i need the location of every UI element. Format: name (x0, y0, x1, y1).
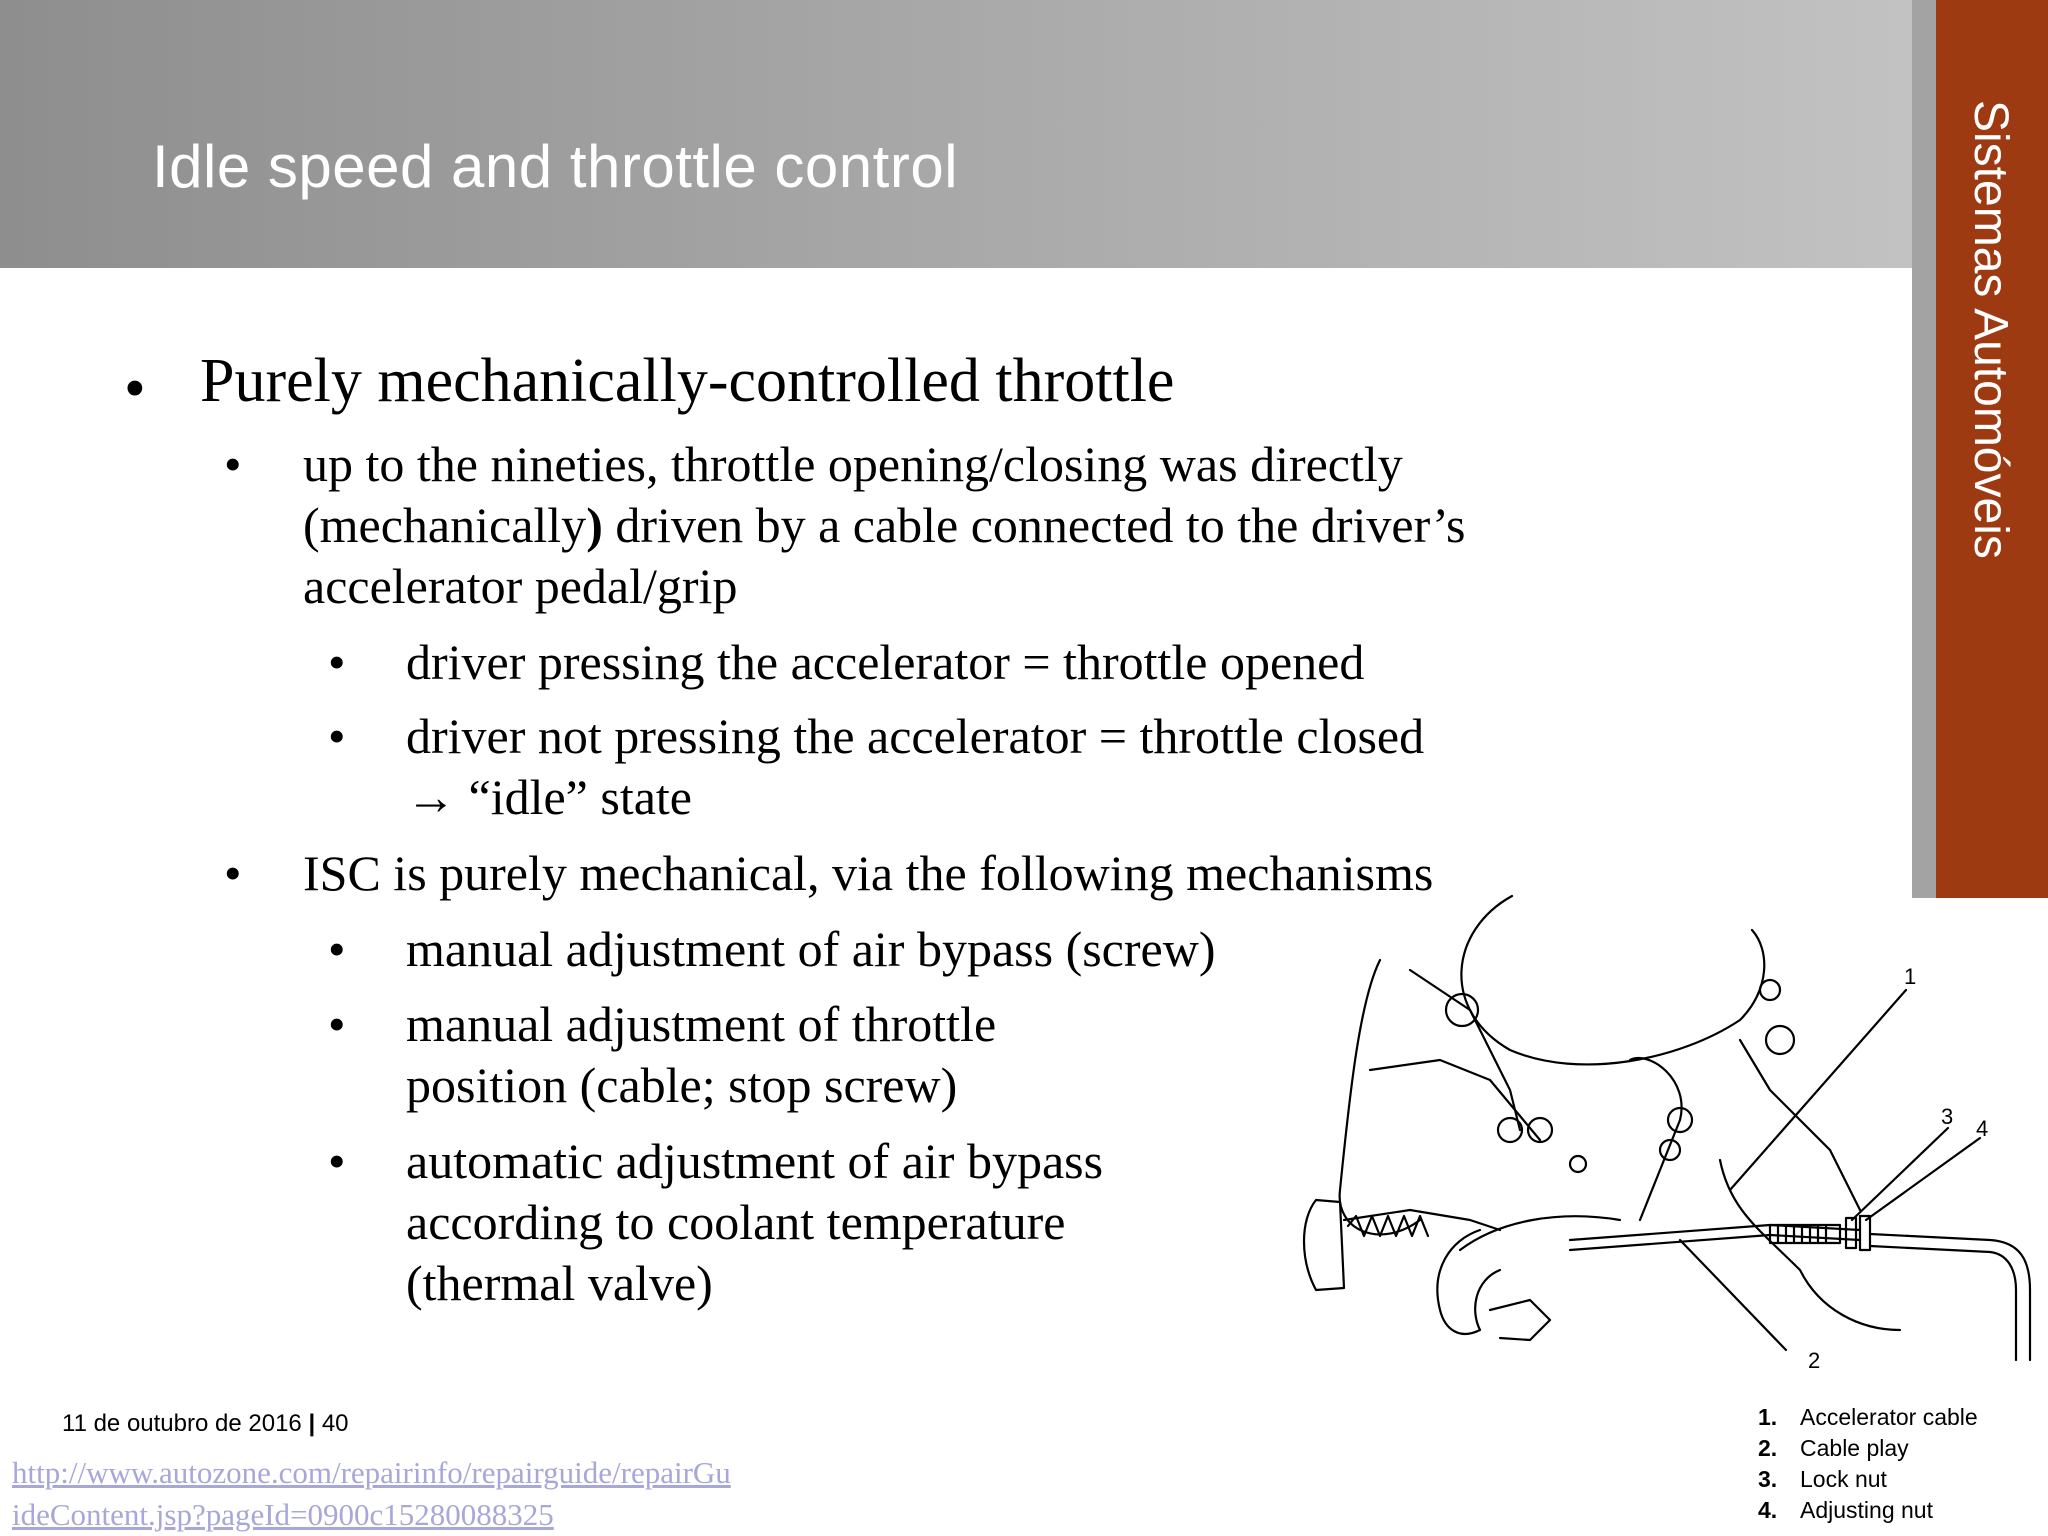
bullet-dot: • (124, 355, 146, 423)
bullet-l5b: manual adjustment of throttle (406, 996, 997, 1052)
callout-4: 4 (1976, 1116, 1989, 1141)
legend-item (1758, 1433, 1978, 1464)
bold-paren: ) (586, 497, 603, 553)
bolt (1766, 1026, 1794, 1054)
footer-date (62, 1410, 349, 1438)
callout-1: 1 (1904, 964, 1917, 989)
bullet-dot: • (224, 436, 242, 492)
diagram-legend (1758, 1402, 1978, 1526)
throttle-sector (1460, 1216, 1620, 1250)
leader-line-3 (1852, 1128, 1948, 1220)
outer-cable (1870, 1246, 2016, 1360)
bullet-dot: • (224, 845, 242, 901)
slide-header (0, 0, 1912, 268)
bullet-dot: • (328, 1133, 346, 1189)
bullet-l5c-3: (thermal valve) (406, 1255, 713, 1311)
legend-text: Lock nut (1800, 1466, 1887, 1492)
throttle-lever (1437, 1230, 1500, 1334)
bullet-l2c: accelerator pedal/grip (303, 558, 738, 614)
air-cleaner-outline (1340, 960, 1420, 1234)
link-line-1[interactable]: http://www.autozone.com/repairinfo/repairguide/repairGu (12, 1455, 731, 1490)
legend-item (1758, 1495, 1978, 1526)
outer-cable (1870, 1234, 2030, 1360)
source-link[interactable] (12, 1452, 731, 1536)
fitting (1498, 1118, 1522, 1142)
legend-text: Adjusting nut (1800, 1497, 1933, 1523)
date-text: 11 de outubro de 2016 (62, 1410, 302, 1437)
bullet-l2a: up to the nineties, throttle opening/closing was directly (303, 436, 1403, 492)
lock-nut (1846, 1218, 1856, 1248)
hose (1630, 1058, 1682, 1220)
bolt (1760, 980, 1780, 1000)
legend-num: 3. (1758, 1466, 1778, 1492)
text-span: driven by a cable connected to the driver’s (602, 497, 1466, 553)
threads (1778, 1225, 1826, 1243)
footer-separator: | (308, 1410, 316, 1437)
leader-line-2 (1680, 1240, 1786, 1350)
leader-line-1 (1730, 990, 1906, 1190)
legend-text: Accelerator cable (1800, 1404, 1978, 1430)
legend-item (1758, 1464, 1978, 1495)
bullet-l3a: driver pressing the accelerator = throttle opened (406, 634, 1365, 690)
legend-num: 2. (1758, 1435, 1778, 1461)
bullet-l3b: driver not pressing the accelerator = throttle closed (406, 708, 1425, 764)
bullet-l2b (303, 495, 1465, 556)
bullet-l5c-2: according to coolant temperature (406, 1194, 1066, 1250)
link-line-2[interactable]: ideContent.jsp?pageId=0900c15280088325 (12, 1497, 554, 1532)
bullet-l4: ISC is purely mechanical, via the following mechanisms (303, 845, 1434, 901)
text-span: (mechanically (303, 497, 587, 553)
legend-num: 1. (1758, 1404, 1778, 1430)
adjusting-nut (1860, 1216, 1870, 1250)
leader-line-4 (1866, 1138, 1980, 1220)
engine-housing-curve (1461, 896, 1764, 1064)
slide-title: Idle speed and throttle control (152, 133, 959, 200)
vacuum-diaphragm (1304, 1200, 1344, 1290)
cable-bracket (1740, 1040, 1860, 1210)
side-strip (1912, 0, 1936, 898)
bullet-l1: Purely mechanically-controlled throttle (200, 347, 1175, 415)
legend-num: 4. (1758, 1497, 1778, 1523)
fitting (1570, 1156, 1586, 1172)
bullet-l5b-2: position (cable; stop screw) (406, 1057, 958, 1113)
callout-3: 3 (1941, 1104, 1954, 1129)
bullet-l5a: manual adjustment of air bypass (screw) (406, 921, 1216, 977)
bullet-dot: • (328, 634, 346, 690)
course-name: Sistemas Automóveis (1964, 100, 2017, 559)
legend-item (1758, 1402, 1978, 1433)
bullet-dot: • (328, 921, 346, 977)
bullet-l3b-2: → “idle” state (406, 769, 692, 825)
callout-2: 2 (1808, 1348, 1821, 1370)
throttle-cable-diagram (1300, 890, 2048, 1370)
bullet-dot: • (328, 996, 346, 1052)
bracket (1370, 1060, 1540, 1140)
page-number: 40 (321, 1410, 349, 1437)
bolt (1446, 994, 1478, 1026)
bullet-l5c: automatic adjustment of air bypass (406, 1133, 1104, 1189)
legend-text: Cable play (1800, 1435, 1909, 1461)
bullet-dot: • (328, 708, 346, 764)
engine-block (1720, 1160, 1900, 1330)
lever-foot (1490, 1300, 1550, 1340)
